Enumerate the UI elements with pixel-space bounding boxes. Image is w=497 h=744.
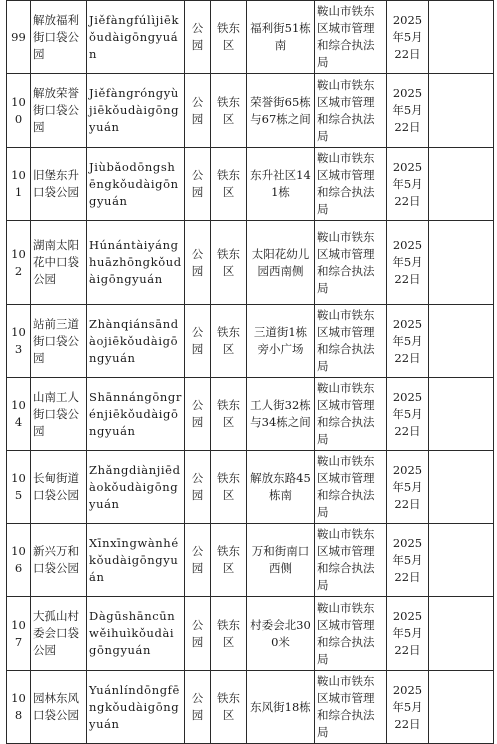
- park-district: 铁东区: [211, 597, 247, 671]
- park-district: 铁东区: [211, 671, 247, 744]
- row-number: 105: [7, 451, 31, 524]
- park-district: 铁东区: [211, 378, 247, 451]
- parks-table: [6, 0, 494, 744]
- park-type: 公园: [185, 524, 211, 597]
- park-name: 解放福利街口袋公园: [31, 1, 87, 74]
- park-pinyin: Yuánlíndōngfēngkǒudàigōngyuán: [87, 671, 185, 744]
- managing-department: 鞍山市铁东区城市管理和综合执法局: [315, 305, 387, 378]
- table-row: [7, 74, 494, 148]
- park-name: 新兴万和口袋公园: [31, 524, 87, 597]
- park-location: 荣誉街65栋与67栋之间: [247, 74, 315, 148]
- park-pinyin: Zhànqiánsāndàojiēkǒudàigōngyuán: [87, 305, 185, 378]
- park-type: 公园: [185, 305, 211, 378]
- approval-date: 2025年5月22日: [387, 148, 429, 221]
- park-type: 公园: [185, 671, 211, 744]
- empty-cell: [429, 671, 494, 744]
- park-type: 公园: [185, 451, 211, 524]
- empty-cell: [429, 524, 494, 597]
- table-body: [7, 1, 494, 744]
- managing-department: 鞍山市铁东区城市管理和综合执法局: [315, 74, 387, 148]
- row-number: 103: [7, 305, 31, 378]
- empty-cell: [429, 1, 494, 74]
- park-location: 太阳花幼儿园西南侧: [247, 221, 315, 305]
- table-row: [7, 671, 494, 744]
- park-pinyin: Jiěfàngróngyùjiēkǒudàigōngyuán: [87, 74, 185, 148]
- approval-date: 2025年5月22日: [387, 74, 429, 148]
- row-number: 100: [7, 74, 31, 148]
- park-location: 村委会北300米: [247, 597, 315, 671]
- park-district: 铁东区: [211, 74, 247, 148]
- park-type: 公园: [185, 378, 211, 451]
- park-location: 三道街1栋旁小广场: [247, 305, 315, 378]
- park-district: 铁东区: [211, 148, 247, 221]
- table-row: [7, 597, 494, 671]
- approval-date: 2025年5月22日: [387, 671, 429, 744]
- park-location: 福利街51栋南: [247, 1, 315, 74]
- row-number: 106: [7, 524, 31, 597]
- managing-department: 鞍山市铁东区城市管理和综合执法局: [315, 221, 387, 305]
- approval-date: 2025年5月22日: [387, 597, 429, 671]
- park-district: 铁东区: [211, 451, 247, 524]
- park-type: 公园: [185, 221, 211, 305]
- park-type: 公园: [185, 148, 211, 221]
- managing-department: 鞍山市铁东区城市管理和综合执法局: [315, 148, 387, 221]
- approval-date: 2025年5月22日: [387, 1, 429, 74]
- park-name: 山南工人街口袋公园: [31, 378, 87, 451]
- park-type: 公园: [185, 1, 211, 74]
- park-location: 东升社区141栋: [247, 148, 315, 221]
- approval-date: 2025年5月22日: [387, 524, 429, 597]
- park-pinyin: Húnántàiyánghuāzhōngkǒudàigōngyuán: [87, 221, 185, 305]
- empty-cell: [429, 378, 494, 451]
- park-pinyin: Xīnxīngwànhékǒudàigōngyuán: [87, 524, 185, 597]
- managing-department: 鞍山市铁东区城市管理和综合执法局: [315, 1, 387, 74]
- park-location: 工人街32栋与34栋之间: [247, 378, 315, 451]
- table-row: [7, 148, 494, 221]
- table-row: [7, 451, 494, 524]
- park-district: 铁东区: [211, 524, 247, 597]
- row-number: 107: [7, 597, 31, 671]
- approval-date: 2025年5月22日: [387, 451, 429, 524]
- table-row: [7, 305, 494, 378]
- park-name: 旧堡东升口袋公园: [31, 148, 87, 221]
- empty-cell: [429, 221, 494, 305]
- park-district: 铁东区: [211, 1, 247, 74]
- table-row: [7, 1, 494, 74]
- empty-cell: [429, 305, 494, 378]
- park-district: 铁东区: [211, 305, 247, 378]
- park-pinyin: Zhǎngdiànjiēdàokǒudàigōngyuán: [87, 451, 185, 524]
- managing-department: 鞍山市铁东区城市管理和综合执法局: [315, 378, 387, 451]
- empty-cell: [429, 148, 494, 221]
- park-name: 湖南太阳花中口袋公园: [31, 221, 87, 305]
- park-location: 万和街南口西侧: [247, 524, 315, 597]
- empty-cell: [429, 597, 494, 671]
- park-name: 长甸街道口袋公园: [31, 451, 87, 524]
- approval-date: 2025年5月22日: [387, 305, 429, 378]
- park-name: 解放荣誉街口袋公园: [31, 74, 87, 148]
- park-location: 解放东路45栋南: [247, 451, 315, 524]
- park-pinyin: Shānnángōngrénjiēkǒudàigōngyuán: [87, 378, 185, 451]
- managing-department: 鞍山市铁东区城市管理和综合执法局: [315, 671, 387, 744]
- park-district: 铁东区: [211, 221, 247, 305]
- park-name: 大孤山村委会口袋公园: [31, 597, 87, 671]
- park-name: 园林东风口袋公园: [31, 671, 87, 744]
- managing-department: 鞍山市铁东区城市管理和综合执法局: [315, 451, 387, 524]
- table-row: [7, 524, 494, 597]
- park-pinyin: Jiùbǎodōngshēngkǒudàigōngyuán: [87, 148, 185, 221]
- park-type: 公园: [185, 74, 211, 148]
- row-number: 101: [7, 148, 31, 221]
- approval-date: 2025年5月22日: [387, 378, 429, 451]
- managing-department: 鞍山市铁东区城市管理和综合执法局: [315, 524, 387, 597]
- empty-cell: [429, 74, 494, 148]
- approval-date: 2025年5月22日: [387, 221, 429, 305]
- row-number: 99: [7, 1, 31, 74]
- park-location: 东风街18栋: [247, 671, 315, 744]
- empty-cell: [429, 451, 494, 524]
- table-row: [7, 378, 494, 451]
- park-pinyin: Dàgūshāncūnwěihuìkǒudàigōngyuán: [87, 597, 185, 671]
- park-name: 站前三道街口袋公园: [31, 305, 87, 378]
- table-row: [7, 221, 494, 305]
- row-number: 108: [7, 671, 31, 744]
- row-number: 102: [7, 221, 31, 305]
- park-pinyin: Jiěfàngfúlìjiēkǒudàigōngyuán: [87, 1, 185, 74]
- managing-department: 鞍山市铁东区城市管理和综合执法局: [315, 597, 387, 671]
- row-number: 104: [7, 378, 31, 451]
- park-type: 公园: [185, 597, 211, 671]
